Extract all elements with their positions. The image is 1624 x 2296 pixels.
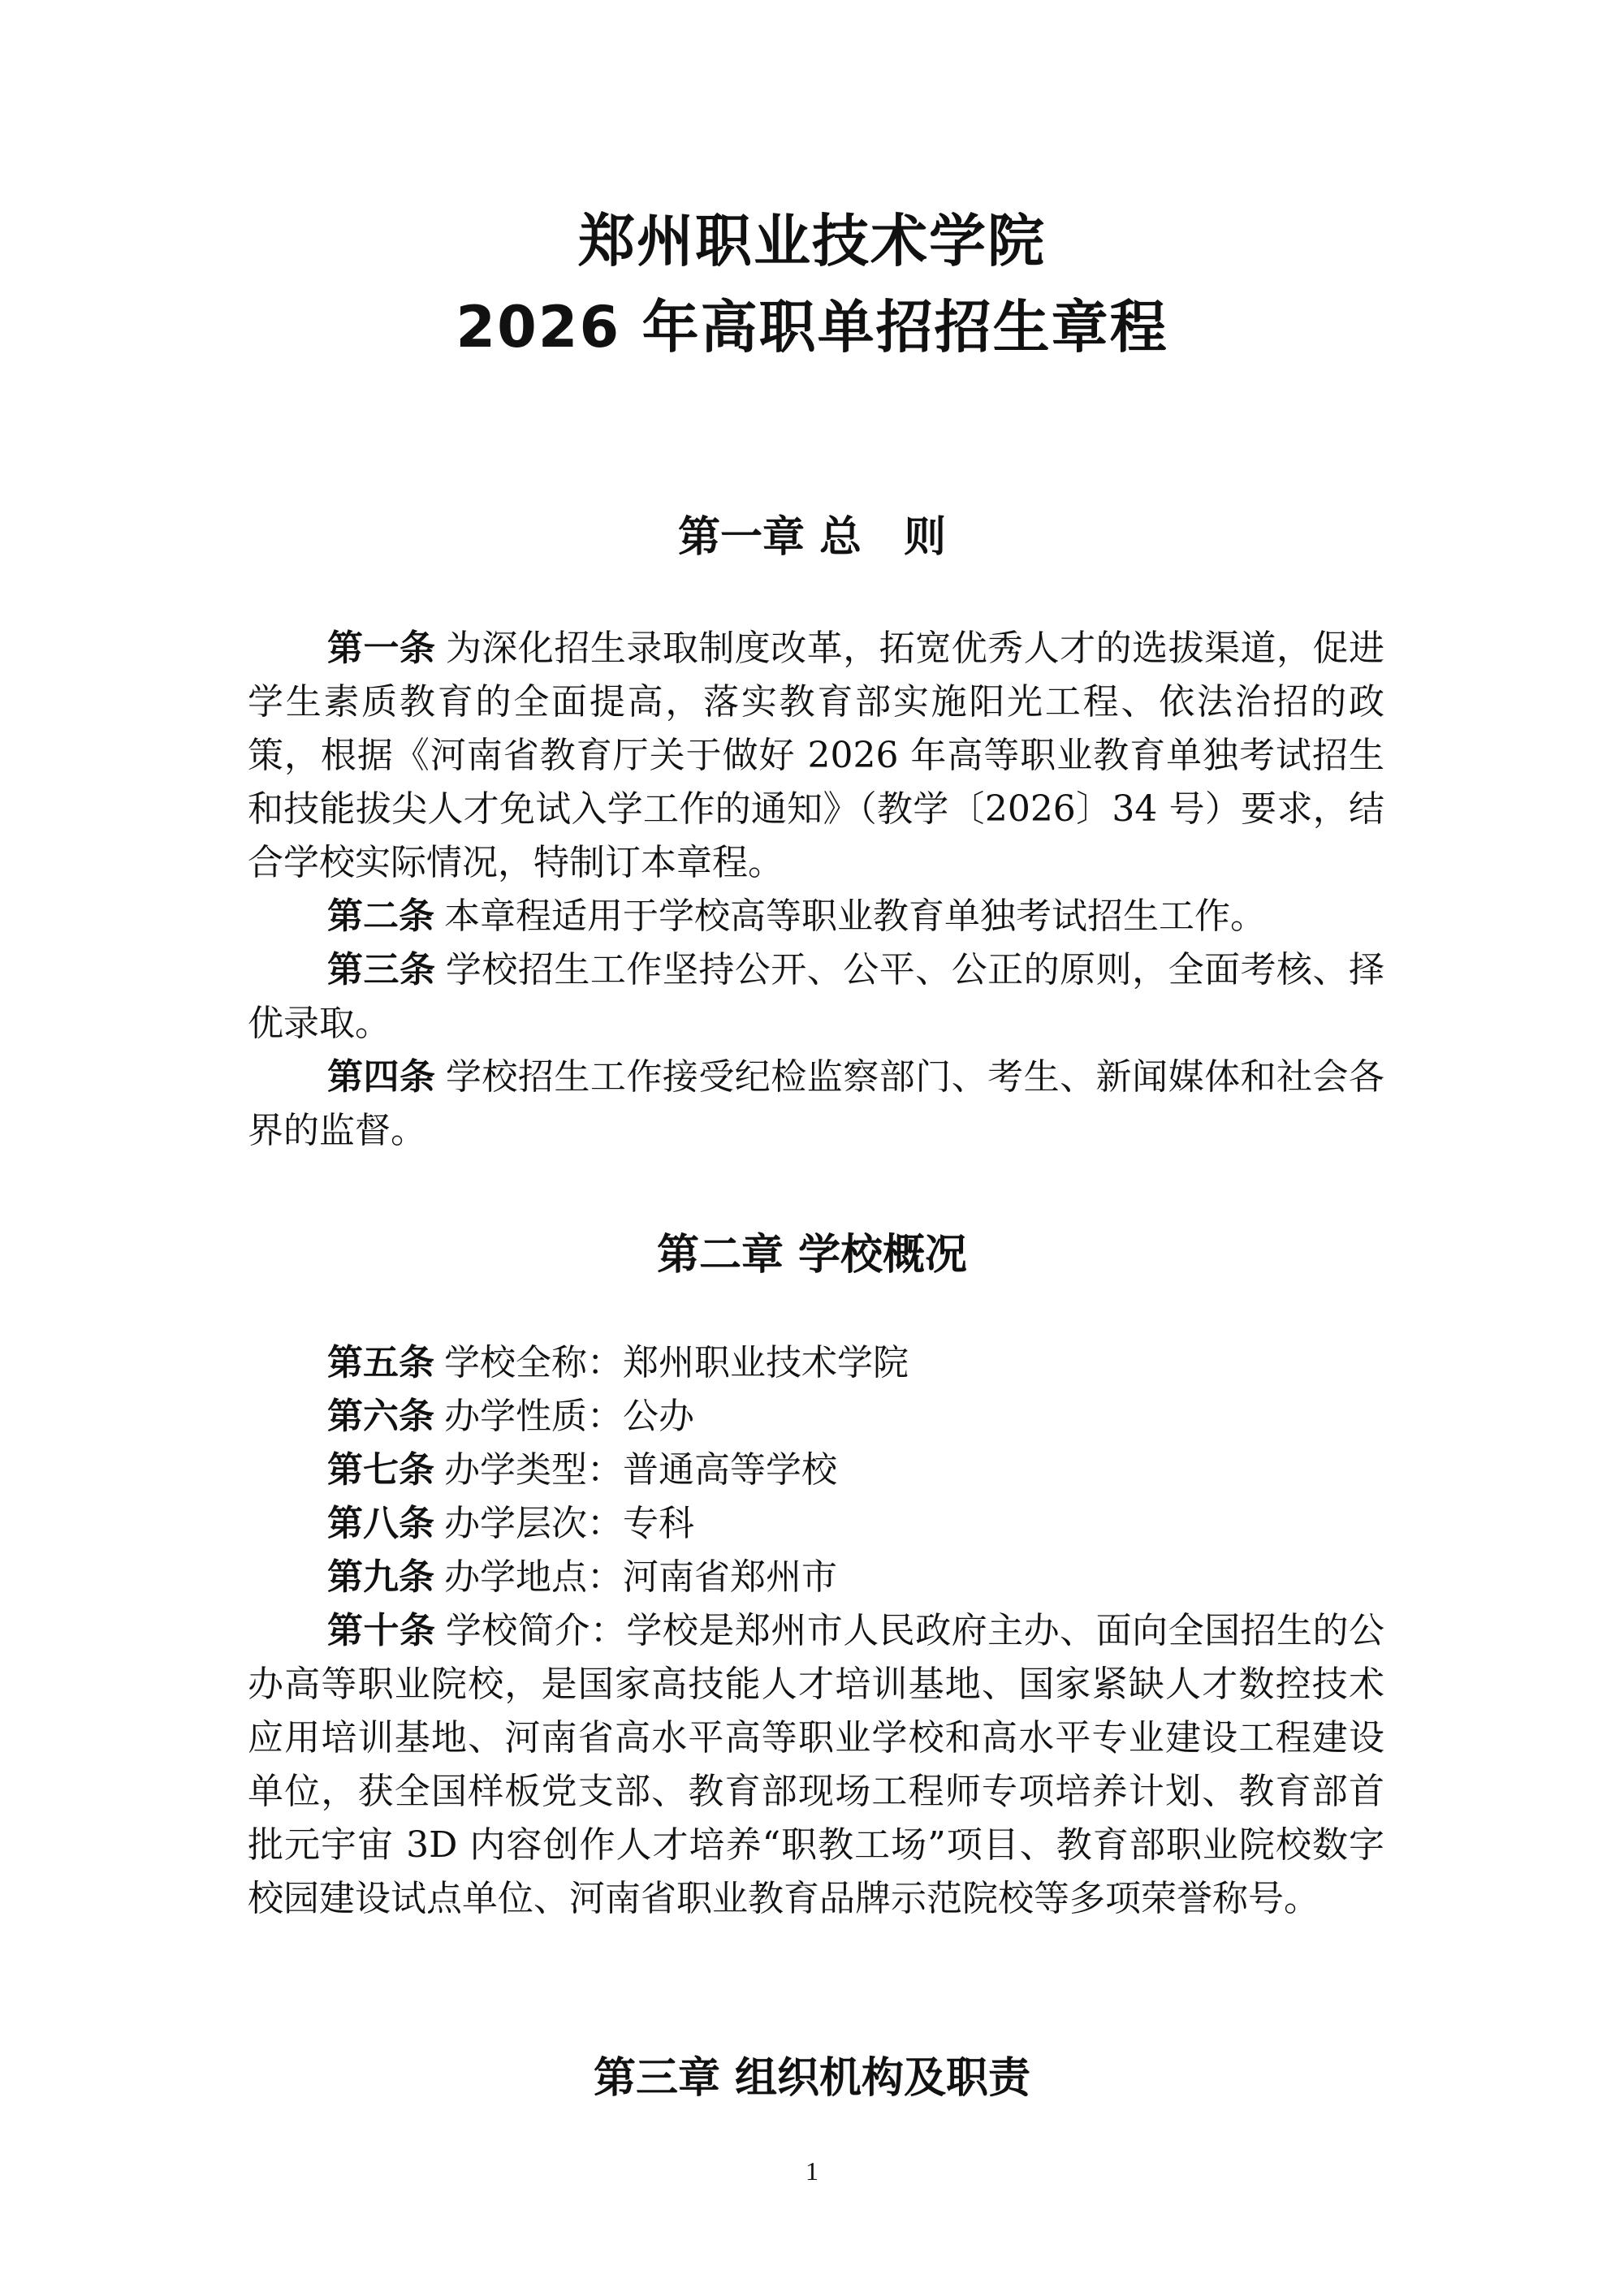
article-8 xyxy=(248,1497,1384,1551)
document-title-line1: 郑州职业技术学院 xyxy=(578,208,1046,274)
article-label: 第七条 xyxy=(327,1449,434,1491)
article-4 xyxy=(248,1051,1384,1158)
chapter1-heading: 第一章 总 则 xyxy=(677,513,947,562)
article-text: 本章程适用于学校高等职业教育单独考试招生工作。 xyxy=(444,896,1266,937)
article-label: 第六条 xyxy=(327,1396,434,1437)
document-title-line2: 2026 年高职单招招生章程 xyxy=(456,294,1168,360)
article-label: 第二条 xyxy=(327,896,434,937)
chapter2-body xyxy=(248,1336,1384,1926)
article-3 xyxy=(248,943,1384,1051)
article-7 xyxy=(248,1444,1384,1497)
article-text: 学校简介：学校是郑州市人民政府主办、面向全国招生的公办高等职业院校，是国家高技能人才培训基地、国家紧缺人才数控技术应用培训基地、河南省高水平高等职业学校和高水平专业建设工程建设单位，获全国样板党支部、教育部现场工程师专项培养计划、教育部首批元宇宙 3D 内容创作人才培养“职教工场”项目、教育部职业院校数字校园建设试点单位、河南省职业教育品牌示范院校等多项荣誉称号。 xyxy=(248,1610,1385,1919)
article-5 xyxy=(248,1336,1384,1390)
article-text: 学校招生工作接受纪检监察部门、考生、新闻媒体和社会各界的监督。 xyxy=(248,1056,1385,1151)
article-text: 为深化招生录取制度改革，拓宽优秀人才的选拔渠道，促进学生素质教育的全面提高，落实教育部实施阳光工程、依法治招的政策，根据《河南省教育厅关于做好 2026 年高等职业教育单独考试招生和技能拔尖人才免试入学工作的通知》（教学〔2026〕34 号）要求，结合学校实际情况，特制订本章程。 xyxy=(248,628,1385,883)
article-10 xyxy=(248,1604,1384,1926)
article-label: 第一条 xyxy=(327,628,436,669)
article-9 xyxy=(248,1551,1384,1604)
article-label: 第十条 xyxy=(327,1610,436,1651)
chapter3-heading: 第三章 组织机构及职责 xyxy=(593,2054,1031,2103)
article-text: 办学地点：河南省郑州市 xyxy=(444,1556,837,1598)
article-text: 办学层次：专科 xyxy=(444,1503,694,1544)
article-text: 学校全称：郑州职业技术学院 xyxy=(444,1342,909,1383)
chapter2-heading: 第二章 学校概况 xyxy=(656,1231,968,1280)
article-label: 第九条 xyxy=(327,1556,434,1598)
article-6 xyxy=(248,1390,1384,1444)
article-text: 办学性质：公办 xyxy=(444,1396,694,1437)
page-number: 1 xyxy=(806,2156,818,2186)
article-1 xyxy=(248,622,1384,890)
article-label: 第五条 xyxy=(327,1342,434,1383)
article-text: 学校招生工作坚持公开、公平、公正的原则，全面考核、择优录取。 xyxy=(248,949,1385,1044)
article-label: 第八条 xyxy=(327,1503,434,1544)
article-text: 办学类型：普通高等学校 xyxy=(444,1449,837,1491)
chapter1-body xyxy=(248,622,1384,1158)
article-label: 第四条 xyxy=(327,1056,436,1098)
article-2 xyxy=(248,890,1384,943)
article-label: 第三条 xyxy=(327,949,436,990)
